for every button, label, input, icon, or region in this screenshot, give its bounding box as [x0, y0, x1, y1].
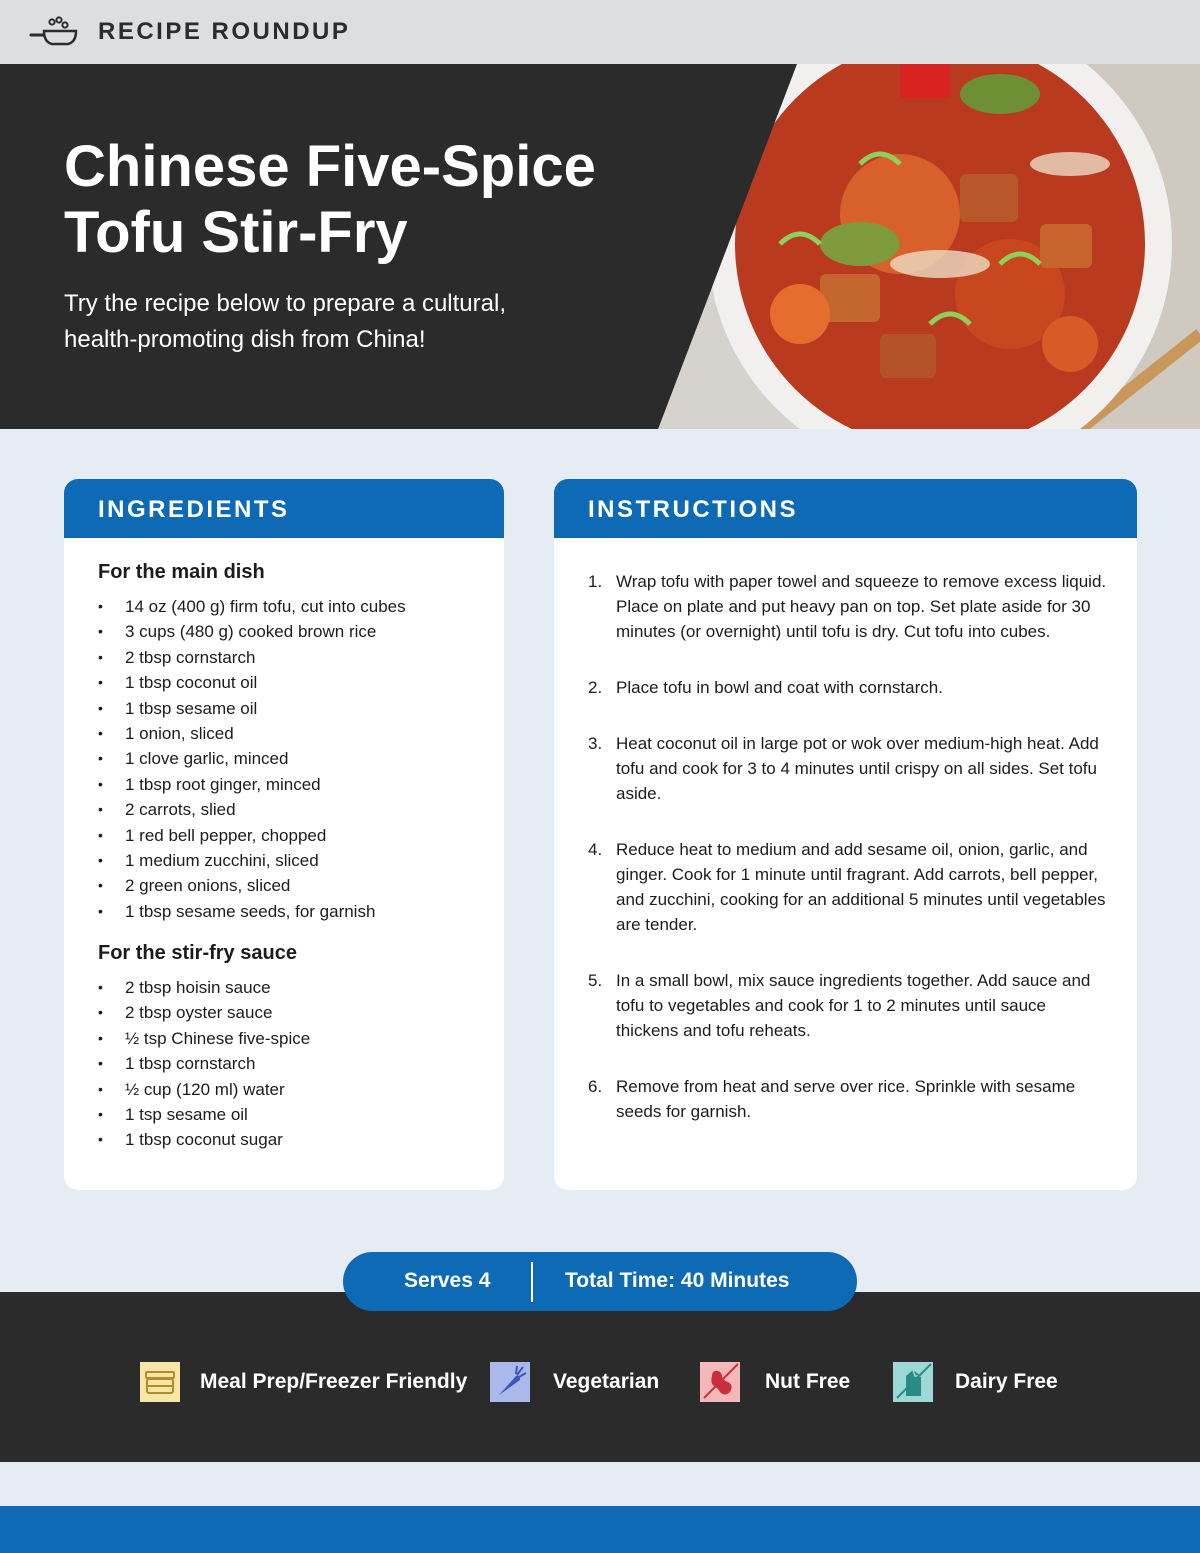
subtitle-line-2: health-promoting dish from China! — [64, 326, 426, 353]
total-time-label: Total Time: 40 Minutes — [565, 1269, 790, 1292]
no-milk-carton-icon — [893, 1362, 933, 1402]
badge-label: Dairy Free — [955, 1370, 1058, 1393]
list-item: • ½ cup (120 ml) water — [98, 1077, 310, 1102]
step-item — [588, 837, 1108, 937]
list-item: • 2 tbsp oyster sauce — [98, 1000, 310, 1025]
brand-name[interactable]: RECIPE ROUNDUP — [98, 18, 351, 45]
main-dish-list — [98, 594, 406, 924]
sauce-heading: For the stir-fry sauce — [98, 942, 297, 964]
list-item: • 1 onion, sliced — [98, 721, 406, 746]
step-number: 1. — [588, 572, 603, 591]
list-item: • 2 carrots, slied — [98, 797, 406, 822]
list-item: • 1 red bell pepper, chopped — [98, 823, 406, 848]
serves-label: Serves 4 — [404, 1269, 491, 1292]
list-item: • 2 tbsp hoisin sauce — [98, 975, 310, 1000]
list-item: • 14 oz (400 g) firm tofu, cut into cubes — [98, 594, 406, 619]
subtitle-line-1: Try the recipe below to prepare a cultural, — [64, 290, 506, 317]
ingredients-card — [64, 479, 504, 1190]
step-item — [588, 569, 1108, 644]
list-item: • 1 tbsp coconut oil — [98, 670, 406, 695]
list-item: • 1 tbsp sesame oil — [98, 696, 406, 721]
list-item: • 1 tbsp cornstarch — [98, 1051, 310, 1076]
pill-divider — [531, 1262, 533, 1302]
title-line-1: Chinese Five-Spice — [64, 134, 596, 199]
step-number: 3. — [588, 734, 603, 753]
instructions-card — [554, 479, 1137, 1190]
hero-banner — [0, 64, 1200, 429]
skillet-icon — [28, 14, 80, 50]
step-item — [588, 731, 1108, 806]
main-dish-heading: For the main dish — [98, 561, 265, 583]
list-item: • 3 cups (480 g) cooked brown rice — [98, 619, 406, 644]
step-number: 5. — [588, 971, 603, 990]
ingredients-heading: INGREDIENTS — [64, 479, 504, 538]
list-item: • ½ tsp Chinese five-spice — [98, 1026, 310, 1051]
instructions-heading: INSTRUCTIONS — [554, 479, 1137, 538]
top-bar — [0, 0, 1200, 64]
step-item — [588, 675, 1108, 700]
instruction-steps — [588, 569, 1108, 1155]
step-text: Reduce heat to medium and add sesame oil, onion, garlic, and ginger. Cook for 1 minute until fragrant. Add carrots, bell pepper, and zucchini, cooking for an additional 5 minutes until vegetables are tender. — [616, 840, 1106, 934]
page-title — [64, 134, 684, 266]
list-item: • 1 tbsp root ginger, minced — [98, 772, 406, 797]
step-item — [588, 968, 1108, 1043]
step-text: In a small bowl, mix sauce ingredients together. Add sauce and tofu to vegetables and cook for 1 to 2 minutes until sauce thickens and tofu reheats. — [616, 971, 1091, 1040]
step-text: Remove from heat and serve over rice. Sprinkle with sesame seeds for garnish. — [616, 1077, 1076, 1121]
no-peanut-icon — [700, 1362, 740, 1402]
meal-prep-container-icon — [140, 1362, 180, 1402]
list-item: • 1 clove garlic, minced — [98, 746, 406, 771]
step-text: Wrap tofu with paper towel and squeeze to remove excess liquid. Place on plate and put heavy pan on top. Set plate aside for 30 minutes (or overnight) until tofu is dry. Cut tofu into cubes. — [616, 572, 1107, 641]
list-item: • 2 tbsp cornstarch — [98, 645, 406, 670]
step-number: 6. — [588, 1077, 603, 1096]
step-number: 4. — [588, 840, 603, 859]
list-item: • 1 tsp sesame oil — [98, 1102, 310, 1127]
list-item: • 1 tbsp sesame seeds, for garnish — [98, 899, 406, 924]
list-item: • 2 green onions, sliced — [98, 873, 406, 898]
step-number: 2. — [588, 678, 603, 697]
bottom-bar — [0, 1506, 1200, 1553]
title-line-2: Tofu Stir-Fry — [64, 200, 408, 265]
page-subtitle — [64, 286, 624, 358]
list-item: • 1 medium zucchini, sliced — [98, 848, 406, 873]
badge-label: Nut Free — [765, 1370, 851, 1393]
sauce-list — [98, 975, 310, 1153]
step-text: Place tofu in bowl and coat with cornstarch. — [616, 678, 943, 697]
carrot-icon — [490, 1362, 530, 1402]
recipe-summary-pill — [343, 1252, 857, 1311]
list-item: • 1 tbsp coconut sugar — [98, 1127, 310, 1152]
badge-label: Meal Prep/Freezer Friendly — [200, 1370, 468, 1393]
step-item — [588, 1074, 1108, 1124]
badge-label: Vegetarian — [553, 1370, 660, 1393]
step-text: Heat coconut oil in large pot or wok over medium-high heat. Add tofu and cook for 3 to 4 minutes until crispy on all sides. Set tofu aside. — [616, 734, 1099, 803]
